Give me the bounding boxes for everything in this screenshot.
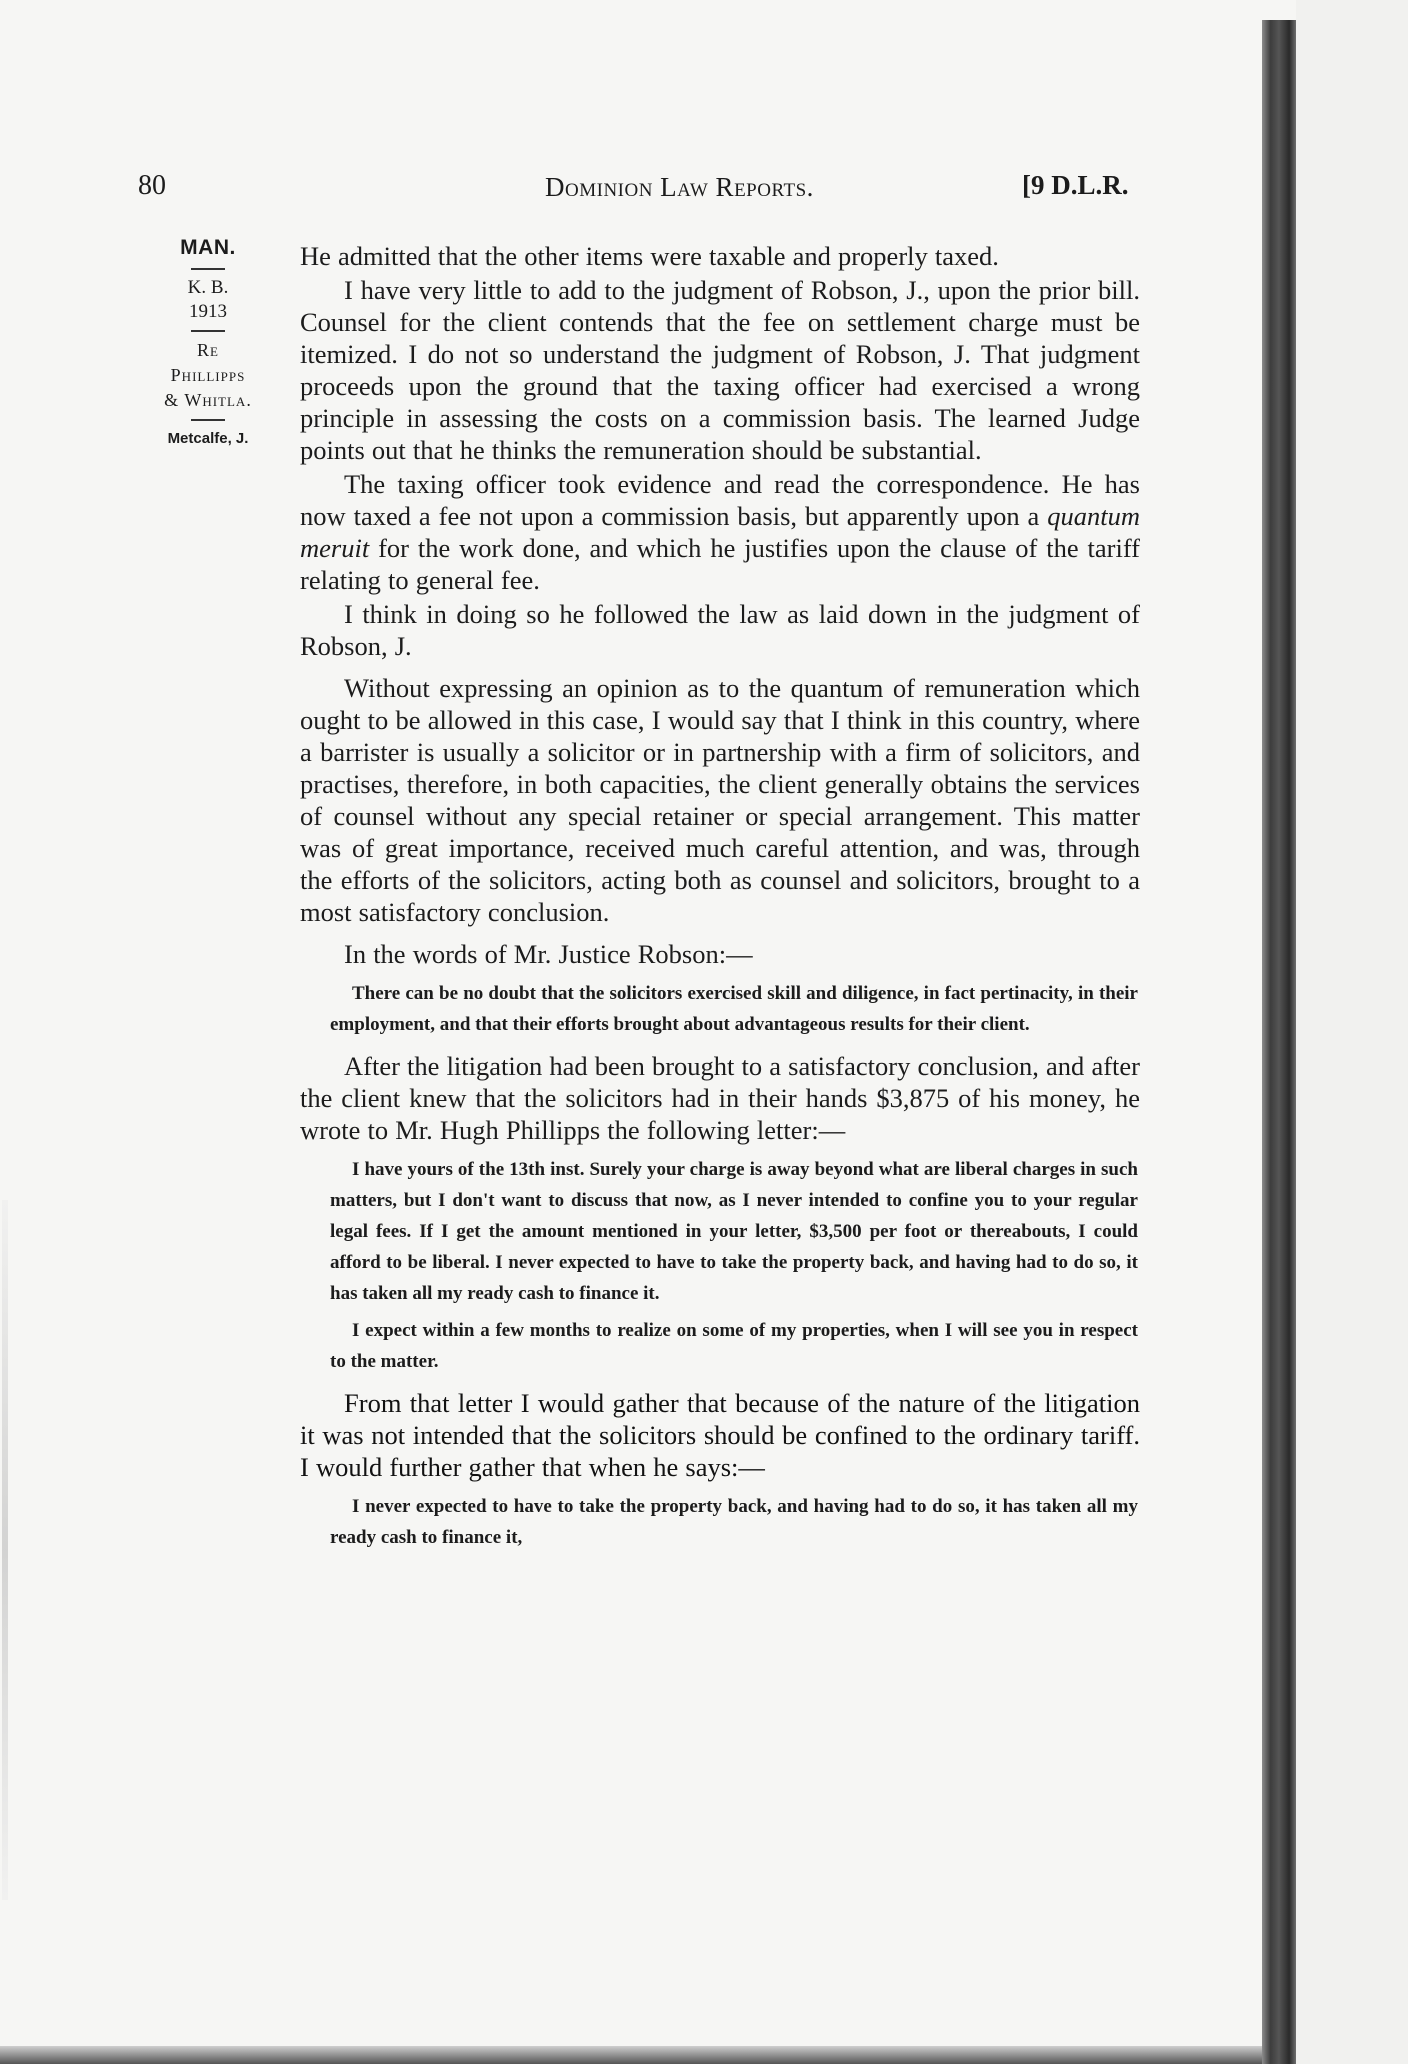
paragraph-text: The taxing officer took evidence and read the correspondence. He has now taxed a fee not upon a commission basis, but apparently upon a: [300, 469, 1140, 531]
margin-court: K. B.: [187, 277, 229, 298]
paragraph: [300, 468, 1140, 596]
margin-province: MAN.: [180, 236, 236, 259]
book-binding-edge: [1262, 20, 1296, 2064]
page-number: 80: [138, 170, 166, 201]
paragraph: I have very little to add to the judgment of Robson, J., upon the prior bill. Counsel for the client contends that the fee on settlement charge must be itemized. I do not so understand the judgment of Robson, J. That judgment proceeds upon the ground that the taxing officer had exercised a wrong principle in assessing the costs on a commission basis. The learned Judge points out that he thinks the remuneration should be substantial.: [300, 275, 1140, 465]
paragraph-text: for the work done, and which he justifies upon the clause of the tariff relating to general fee.: [300, 533, 1140, 595]
volume-reference: [9 D.L.R.: [1022, 170, 1129, 200]
margin-year: 1913: [189, 301, 227, 322]
margin-notes: [140, 234, 276, 451]
margin-rule: [191, 268, 225, 270]
margin-case-name-1: Re: [197, 340, 219, 360]
facing-page-edge: [1296, 0, 1408, 2064]
paragraph: After the litigation had been brought to a satisfactory conclusion, and after the client knew that the solicitors had in their hands $3,875 of his money, he wrote to Mr. Hugh Phillipps the following letter:—: [300, 1051, 1140, 1145]
block-quote-letter: I have yours of the 13th inst. Surely your charge is away beyond what are liberal charges in such matters, but I don't want to discuss that now, as I never intended to confine you to your regular legal fees. If I get the amount mentioned in your letter, $3,500 per foot or thereabouts, I could afford to be liberal. I never expected to have to take the property back, and having had to do so, it has taken all my ready cash to finance it.: [330, 1159, 1138, 1304]
running-title: Dominion Law Reports.: [545, 172, 814, 202]
paragraph: I think in doing so he followed the law as laid down in the judgment of Robson, J.: [300, 599, 1140, 661]
margin-case-name-2: Phillipps: [170, 365, 246, 385]
block-quote: I never expected to have to take the property back, and having had to do so, it has taken all my ready cash to finance it,: [330, 1496, 1138, 1548]
margin-rule: [191, 419, 225, 421]
block-quote: There can be no doubt that the solicitors exercised skill and diligence, in fact pertinacity, in their employment, and that their efforts brought about advantageous results for their client.: [330, 983, 1138, 1035]
paragraph: Without expressing an opinion as to the quantum of remuneration which ought to be allowed in this case, I would say that I think in this country, where a barrister is usually a solicitor or in partnership with a firm of solicitors, and practises, therefore, in both capacities, the client generally obtains the services of counsel without any special retainer or special arrangement. This matter was of great importance, received much careful attention, and was, through the efforts of the solicitors, acting both as counsel and solicitors, brought to a most satisfactory conclusion.: [300, 673, 1140, 927]
margin-rule: [191, 330, 225, 332]
latin-phrase: quantum meruit: [300, 501, 1140, 563]
page-bottom-edge: [0, 2046, 1262, 2064]
paragraph: From that letter I would gather that because of the nature of the litigation it was not intended that the solicitors should be confined to the ordinary tariff. I would further gather that when he says:—: [300, 1388, 1140, 1482]
paragraph: He admitted that the other items were taxable and properly taxed.: [300, 241, 999, 271]
block-quote-letter: I expect within a few months to realize on some of my properties, when I will see you in respect to the matter.: [330, 1320, 1138, 1372]
margin-case-name-3: & Whitla.: [164, 390, 252, 410]
margin-judge: Metcalfe, J.: [167, 430, 249, 447]
main-text: [300, 240, 1140, 1559]
scan-artifact: [2, 1200, 8, 1900]
paragraph: In the words of Mr. Justice Robson:—: [344, 939, 753, 969]
